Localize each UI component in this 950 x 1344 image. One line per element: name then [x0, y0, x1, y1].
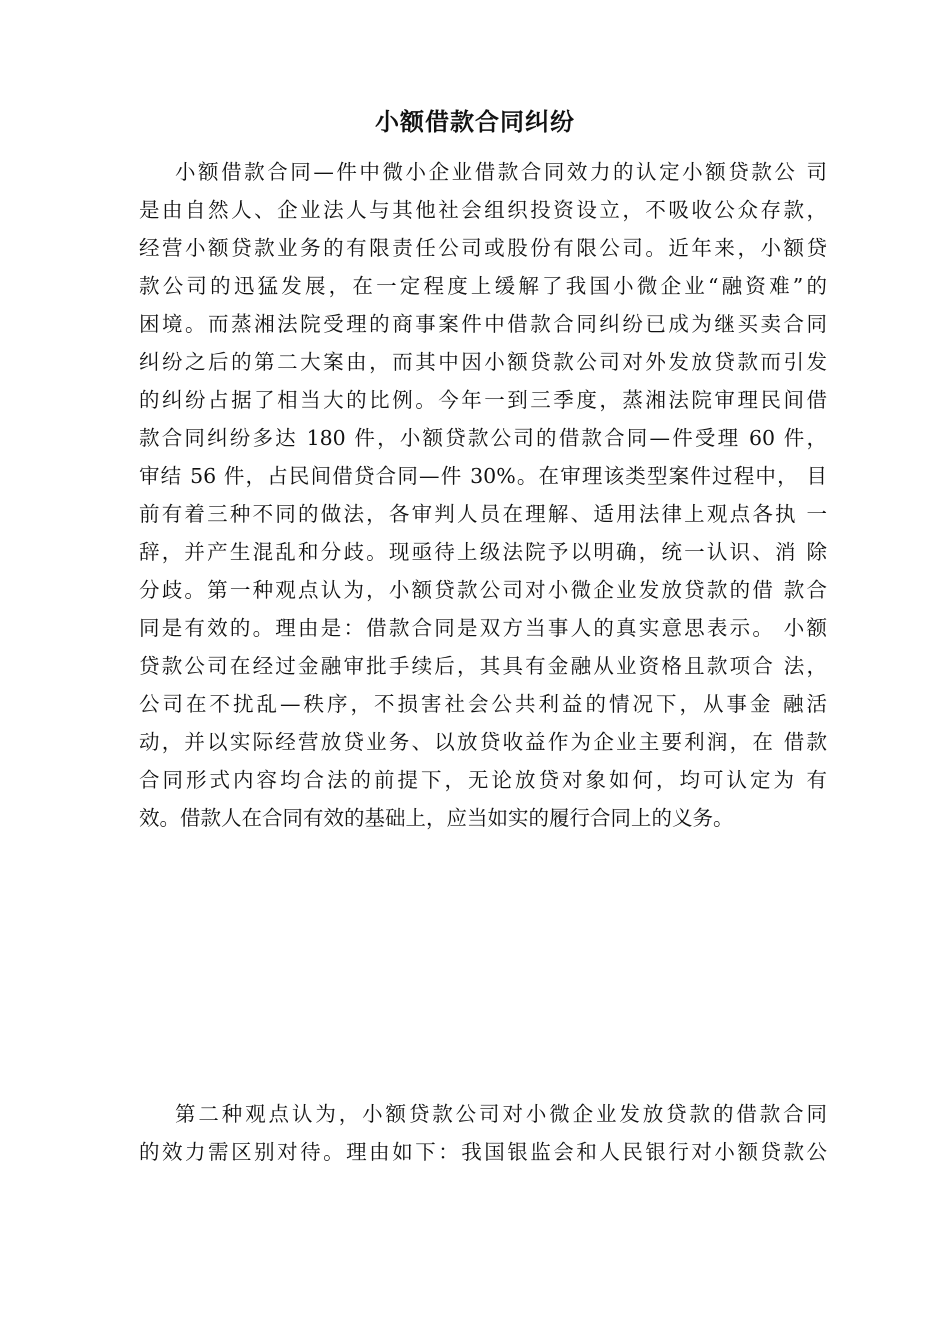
text-line: 经营小额贷款业务的有限责任公司或股份有限公司。近年来，小额贷 [139, 236, 827, 260]
text-line: 同是有效的。理由是：借款合同是双方当事人的真实意思表示。 小额 [139, 616, 827, 640]
text-line: 的纠纷占据了相当大的比例。今年一到三季度，蒸湘法院审理民间借 [139, 388, 827, 412]
text-line: 效。借款人在合同有效的基础上，应当如实的履行合同上的义务。 [139, 806, 734, 830]
text-line: 贷款公司在经过金融审批手续后，其具有金融从业资格且款项合 法， [139, 654, 827, 678]
text-line: 分歧。第一种观点认为，小额贷款公司对小微企业发放贷款的借 款合 [139, 578, 827, 602]
text-line: 小额借款合同—件中微小企业借款合同效力的认定小额贷款公 司 [175, 160, 827, 184]
text-line: 是由自然人、企业法人与其他社会组织投资设立，不吸收公众存款， [139, 198, 827, 222]
text-line: 款合同纠纷多达 180 件，小额贷款公司的借款合同—件受理 60 件， [139, 426, 827, 450]
paragraph-2 [139, 1095, 827, 1171]
text-line: 第二种观点认为，小额贷款公司对小微企业发放贷款的借款合同 [175, 1102, 827, 1126]
text-line: 辞，并产生混乱和分歧。现亟待上级法院予以明确，统一认识、消 除 [139, 540, 827, 564]
text-line: 审结 56 件，占民间借贷合同—件 30%。在审理该类型案件过程中， 目 [139, 464, 827, 488]
paragraph-1 [139, 153, 827, 837]
text-line: 的效力需区别对待。理由如下：我国银监会和人民银行对小额贷款公 [139, 1140, 827, 1164]
text-line: 前有着三种不同的做法，各审判人员在理解、适用法律上观点各执 一 [139, 502, 827, 526]
text-line: 合同形式内容均合法的前提下，无论放贷对象如何，均可认定为 有 [139, 768, 827, 792]
text-line: 困境。而蒸湘法院受理的商事案件中借款合同纠纷已成为继买卖合同 [139, 312, 827, 336]
text-line: 动，并以实际经营放贷业务、以放贷收益作为企业主要利润，在 借款 [139, 730, 827, 754]
text-line: 纠纷之后的第二大案由，而其中因小额贷款公司对外发放贷款而引发 [139, 350, 827, 374]
text-line: 款公司的迅猛发展，在一定程度上缓解了我国小微企业“融资难”的 [139, 274, 827, 298]
document-title: 小额借款合同纠纷 [375, 107, 575, 136]
text-line: 公司在不扰乱—秩序，不损害社会公共利益的情况下，从事金 融活 [139, 692, 827, 716]
